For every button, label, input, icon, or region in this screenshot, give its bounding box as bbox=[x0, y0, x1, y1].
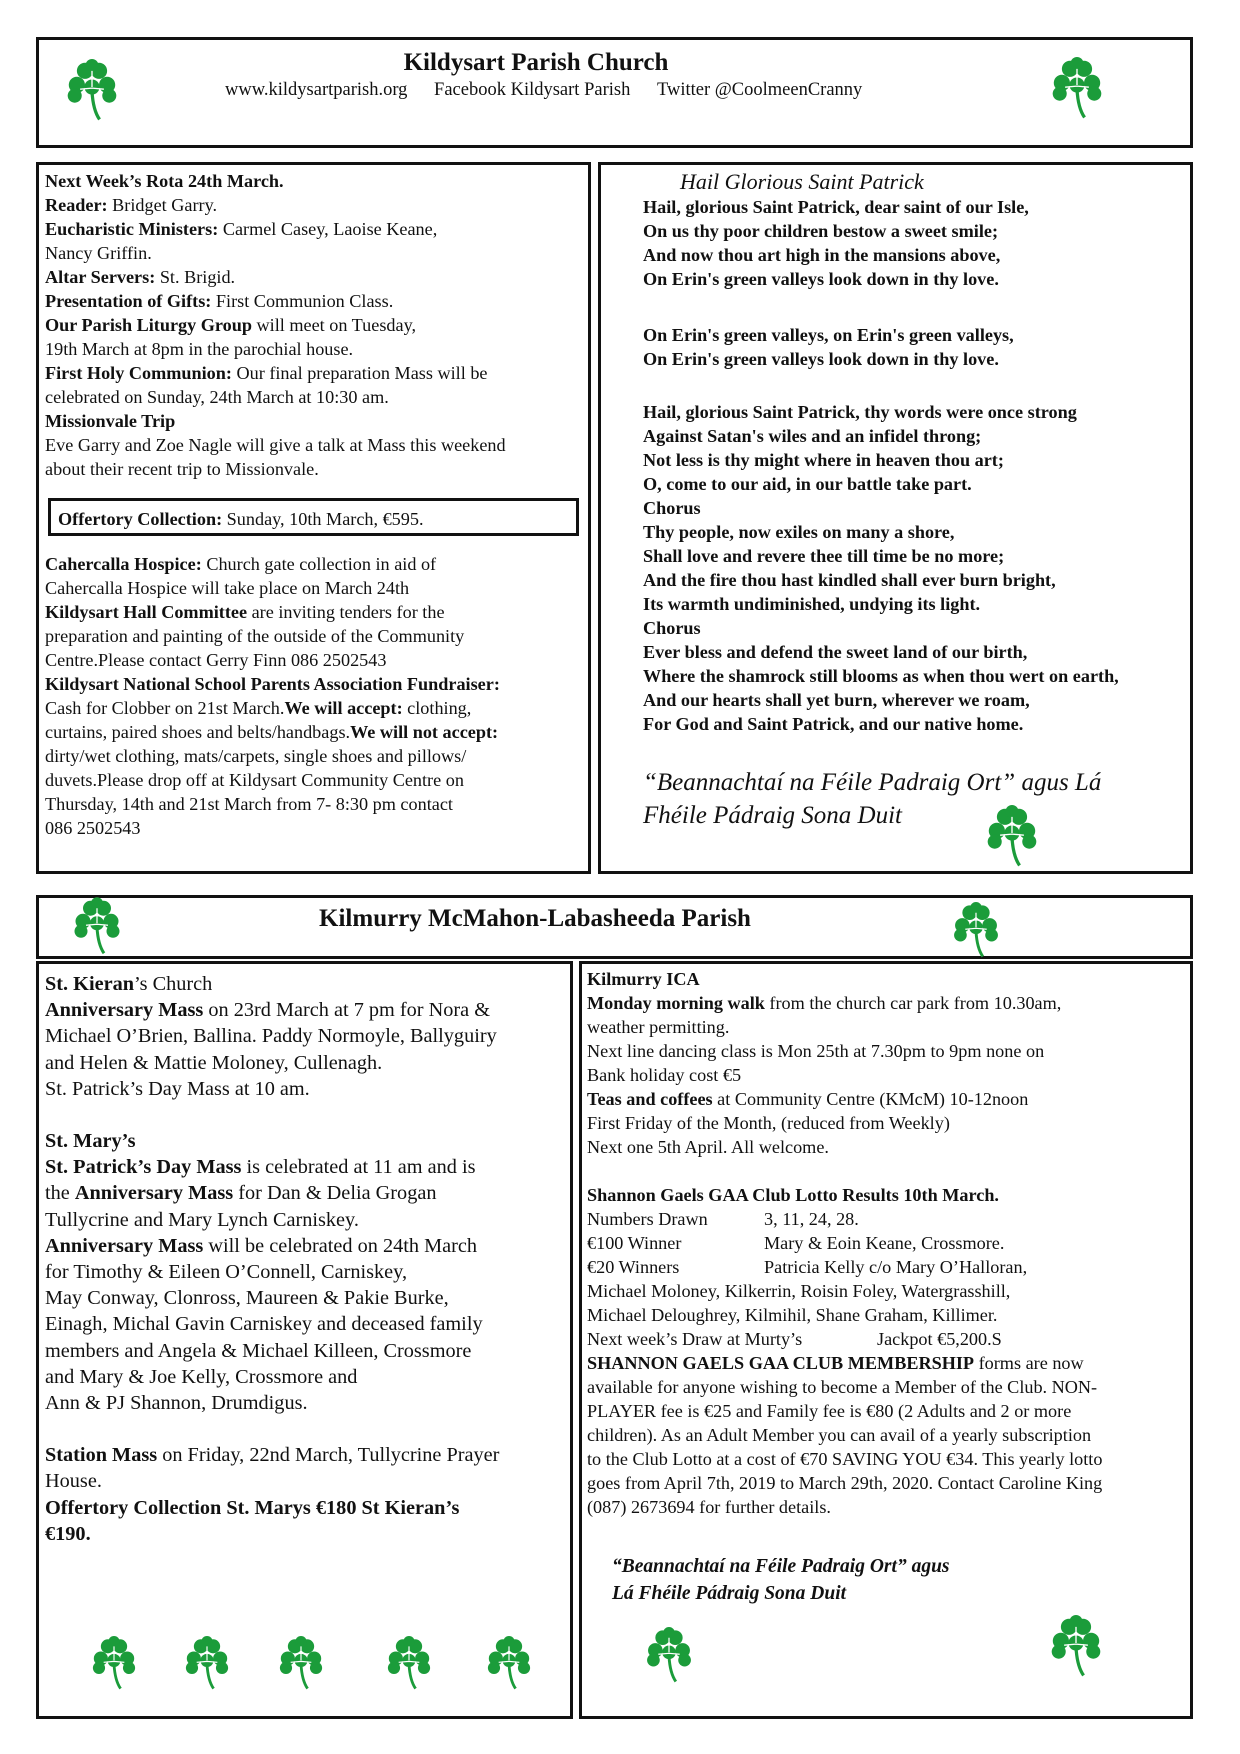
school-line: 086 2502543 bbox=[45, 818, 141, 838]
anniversary2-line: Anniversary Mass will be celebrated on 24th March bbox=[45, 1234, 478, 1257]
ica-heading: Kilmurry ICA bbox=[587, 969, 700, 989]
winner20-line: €20 Winners Patricia Kelly c/o Mary O’Halloran, bbox=[587, 1257, 1028, 1277]
missionvale-line: Eve Garry and Zoe Nagle will give a talk at Mass this weekend bbox=[45, 435, 506, 455]
hymn-verse-2: Hail, glorious Saint Patrick, thy words were once strong Against Satan's wiles and an infidel throng; Not less is thy might where in heaven thou art; O, come to our aid, in our battle take part. Chorus Thy people, now exiles on many a shore, Shall love and revere thee till time be no more; And the fire thou hast kindled shall ever burn bright, Its warmth undiminished, undying its light. Chorus Ever bless and defend the sweet land of our birth, Where the shamrock still blooms as when thou wert on earth, And our hearts shall yet burn, wherever we roam, For God and Saint Patrick, and our native home. bbox=[643, 402, 1119, 734]
hymn-verse-1: Hail, glorious Saint Patrick, dear saint of our Isle, On us thy poor children bestow a sweet smile; And now thou art high in the mansions above, On Erin's green valleys look down in thy love. bbox=[643, 197, 1029, 289]
eucharistic-line: Eucharistic Ministers: Carmel Casey, Laoise Keane, bbox=[45, 219, 438, 239]
hall-line: Kildysart Hall Committee are inviting tenders for the bbox=[45, 602, 445, 622]
station-line-2: House. bbox=[45, 1470, 102, 1493]
kilmurry-title: Kilmurry McMahon-Labasheeda Parish bbox=[319, 905, 751, 932]
anniversary-line-3: and Helen & Mattie Moloney, Cullenagh. bbox=[45, 1051, 383, 1074]
membership-line-7: (087) 2673694 for further details. bbox=[587, 1497, 831, 1517]
offertory-line: Offertory Collection: Sunday, 10th March, €595. bbox=[58, 509, 424, 529]
membership-line-6: goes from April 7th, 2019 to March 29th, 2020. Contact Caroline King bbox=[587, 1473, 1103, 1493]
lotto-heading: Shannon Gaels GAA Club Lotto Results 10th March. bbox=[587, 1185, 999, 1205]
gifts-line: Presentation of Gifts: First Communion Class. bbox=[45, 291, 394, 311]
anniversary2-line-6: and Mary & Joe Kelly, Crossmore and bbox=[45, 1365, 358, 1388]
dance-line-2: Bank holiday cost €5 bbox=[587, 1065, 742, 1085]
shamrock-icon bbox=[65, 50, 119, 130]
membership-line: SHANNON GAELS GAA CLUB MEMBERSHIP forms are now bbox=[587, 1353, 1084, 1373]
numbers-line: Numbers Drawn 3, 11, 24, 28. bbox=[587, 1209, 859, 1229]
shamrock-icon bbox=[72, 897, 122, 955]
school-line: curtains, paired shoes and belts/handbags.We will not accept: bbox=[45, 722, 499, 742]
anniversary2-line-7: Ann & PJ Shannon, Drumdigus. bbox=[45, 1392, 308, 1415]
shamrock-icon bbox=[483, 1636, 535, 1690]
membership-line-4: children). As an Adult Member you can avail of a yearly subscription bbox=[587, 1425, 1092, 1445]
communion-line-2: celebrated on Sunday, 24th March at 10:30 am. bbox=[45, 387, 389, 407]
hall-line-2: preparation and painting of the outside of the Community bbox=[45, 626, 465, 646]
school-line: duvets.Please drop off at Kildysart Community Centre on bbox=[45, 770, 464, 790]
winner100-line: €100 Winner Mary & Eoin Keane, Crossmore. bbox=[587, 1233, 1005, 1253]
anniversary-line-2: Michael O’Brien, Ballina. Paddy Normoyle, Ballyguiry bbox=[45, 1025, 497, 1048]
hymn-greeting: “Beannachtaí na Féile Padraig Ort” agus Lá Fhéile Pádraig Sona Duit bbox=[643, 769, 1102, 829]
shamrock-icon bbox=[181, 1636, 233, 1690]
anniversary-line: Anniversary Mass on 23rd March at 7 pm for Nora & bbox=[45, 999, 490, 1022]
facebook-link[interactable]: Facebook Kildysart Parish bbox=[434, 80, 631, 100]
winner20-line-2: Michael Moloney, Kilkerrin, Roisin Foley, Watergrasshill, bbox=[587, 1281, 1011, 1301]
membership-line-2: available for anyone wishing to become a Member of the Club. NON- bbox=[587, 1377, 1098, 1397]
patrick-mass-line: St. Patrick’s Day Mass at 10 am. bbox=[45, 1077, 310, 1100]
shamrock-icon bbox=[275, 1636, 327, 1690]
anniversary2-line-5: members and Angela & Michael Killeen, Crossmore bbox=[45, 1339, 472, 1362]
header-links bbox=[225, 78, 862, 102]
shamrock-icon bbox=[1049, 1607, 1103, 1685]
st-mary-line-3: Tullycrine and Mary Lynch Carniskey. bbox=[45, 1208, 359, 1231]
liturgy-line-2: 19th March at 8pm in the parochial house. bbox=[45, 339, 354, 359]
shamrock-icon bbox=[985, 802, 1039, 870]
station-line: Station Mass on Friday, 22nd March, Tullycrine Prayer bbox=[45, 1444, 500, 1467]
school-heading: Kildysart National School Parents Association Fundraiser: bbox=[45, 674, 500, 694]
teas-line: Teas and coffees at Community Centre (KMcM) 10-12noon bbox=[587, 1089, 1029, 1109]
liturgy-line: Our Parish Liturgy Group will meet on Tuesday, bbox=[45, 315, 417, 335]
offertory-line-2: €190. bbox=[45, 1522, 91, 1545]
teas-line-3: Next one 5th April. All welcome. bbox=[587, 1137, 829, 1157]
hospice-line: Cahercalla Hospice: Church gate collection in aid of bbox=[45, 554, 437, 574]
shamrock-icon bbox=[643, 1627, 695, 1683]
rota-heading: Next Week’s Rota 24th March. bbox=[45, 171, 284, 191]
walk-line-2: weather permitting. bbox=[587, 1017, 730, 1037]
kilmurry-left-notices bbox=[45, 971, 499, 1547]
shamrock-icon bbox=[950, 902, 1002, 958]
walk-line: Monday morning walk from the church car park from 10.30am, bbox=[587, 993, 1062, 1013]
winner20-line-3: Michael Deloughrey, Kilmihil, Shane Graham, Killimer. bbox=[587, 1305, 998, 1325]
membership-line-5: to the Club Lotto at a cost of €70 SAVING YOU €34. This yearly lotto bbox=[587, 1449, 1103, 1469]
st-mary-line: St. Patrick’s Day Mass is celebrated at 11 am and is bbox=[45, 1156, 476, 1179]
st-mary-heading: St. Mary’s bbox=[45, 1130, 136, 1153]
shamrock-icon bbox=[1050, 48, 1104, 128]
kilmurry-right-notices bbox=[587, 967, 1102, 1519]
anniversary2-line-3: May Conway, Clonross, Maureen & Pakie Burke, bbox=[45, 1287, 449, 1310]
next-draw-line: Next week’s Draw at Murty’s Jackpot €5,200.S bbox=[587, 1329, 1002, 1349]
altar-line: Altar Servers: St. Brigid. bbox=[45, 267, 236, 287]
dance-line: Next line dancing class is Mon 25th at 7.30pm to 9pm none on bbox=[587, 1041, 1045, 1061]
anniversary2-line-2: for Timothy & Eileen O’Connell, Carniskey, bbox=[45, 1261, 408, 1284]
st-mary-line-2: the Anniversary Mass for Dan & Delia Grogan bbox=[45, 1182, 437, 1205]
missionvale-line: about their recent trip to Missionvale. bbox=[45, 459, 319, 479]
kildysart-notices bbox=[45, 169, 506, 481]
school-line: dirty/wet clothing, mats/carpets, single shoes and pillows/ bbox=[45, 746, 467, 766]
communion-line: First Holy Communion: Our final preparation Mass will be bbox=[45, 363, 488, 383]
shamrock-icon bbox=[383, 1636, 435, 1690]
reader-line: Reader: Bridget Garry. bbox=[45, 195, 218, 215]
membership-line-3: PLAYER fee is €25 and Family fee is €80 (2 Adults and 2 or more bbox=[587, 1401, 1072, 1421]
kildysart-notices-lower bbox=[45, 552, 500, 840]
kilmurry-greeting: “Beannachtaí na Féile Padraig Ort” agus Lá Fhéile Pádraig Sona Duit bbox=[612, 1556, 950, 1604]
hymn-title: Hail Glorious Saint Patrick bbox=[680, 169, 924, 194]
offertory-line: Offertory Collection St. Marys €180 St Kieran’s bbox=[45, 1496, 460, 1519]
twitter-link[interactable]: Twitter @CoolmeenCranny bbox=[656, 80, 863, 100]
hymn-chorus: On Erin's green valleys, on Erin's green valleys, On Erin's green valleys look down in thy love. bbox=[643, 325, 1014, 369]
hall-line-3: Centre.Please contact Gerry Finn 086 2502543 bbox=[45, 650, 387, 670]
eucharistic-line-2: Nancy Griffin. bbox=[45, 243, 152, 263]
website-link[interactable]: www.kildysartparish.org bbox=[225, 80, 408, 100]
hospice-line-2: Cahercalla Hospice will take place on March 24th bbox=[45, 578, 410, 598]
school-line: Cash for Clobber on 21st March.We will accept: clothing, bbox=[45, 698, 472, 718]
anniversary2-line-4: Einagh, Michal Gavin Carniskey and deceased family bbox=[45, 1313, 483, 1336]
church-heading: St. Kieran’s Church bbox=[45, 973, 213, 995]
missionvale-heading: Missionvale Trip bbox=[45, 411, 176, 431]
teas-line-2: First Friday of the Month, (reduced from Weekly) bbox=[587, 1113, 950, 1133]
shamrock-icon bbox=[88, 1636, 140, 1690]
school-line: Thursday, 14th and 21st March from 7- 8:30 pm contact bbox=[45, 794, 453, 814]
page-title: Kildysart Parish Church bbox=[403, 49, 669, 76]
